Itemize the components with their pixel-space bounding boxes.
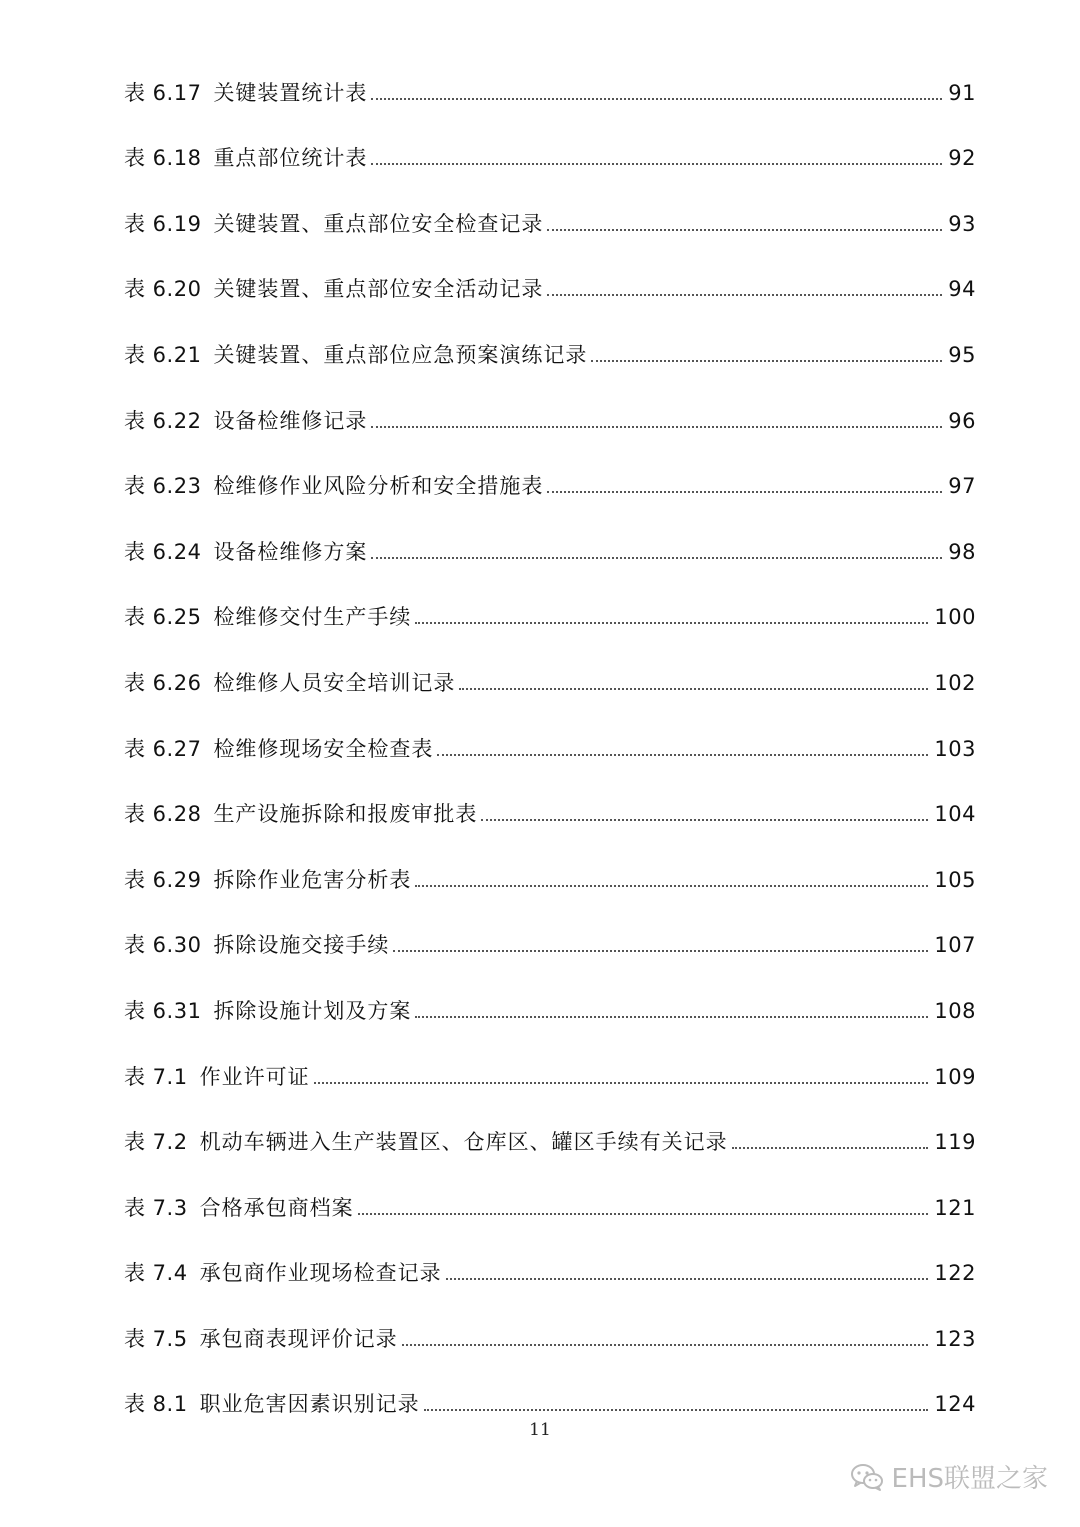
dot-leader [415,1016,928,1018]
toc-entry-title: 合格承包商档案 [199,1195,354,1220]
toc-entry-page: 94 [948,277,976,302]
toc-entry[interactable] [124,646,976,712]
toc-entry[interactable] [124,909,976,975]
toc-entry-number: 表 6.28 [124,802,202,827]
toc-entry[interactable] [124,1106,976,1172]
dot-leader [547,491,942,493]
toc-entry-number: 表 6.18 [124,146,202,171]
toc-entry[interactable] [124,1171,976,1237]
dot-leader [459,688,928,690]
toc-entry-title: 检维修现场安全检查表 [213,736,434,761]
dot-leader [358,1213,929,1215]
toc-entry-title: 关键装置、重点部位安全活动记录 [213,277,544,302]
toc-entry-number: 表 6.26 [124,670,202,695]
toc-entry-page: 103 [934,736,976,761]
dot-leader [547,229,942,231]
toc-entry-number: 表 6.19 [124,211,202,236]
toc-entry-number: 表 6.22 [124,408,202,433]
dot-leader [314,1082,929,1084]
toc-entry-page: 98 [948,539,976,564]
toc-entry-page: 122 [934,1261,976,1286]
dot-leader [437,754,928,756]
toc-entry-number: 表 6.30 [124,933,202,958]
toc-entry-number: 表 6.25 [124,605,202,630]
dot-leader [402,1344,929,1346]
dot-leader [446,1278,929,1280]
toc-entry-title: 关键装置、重点部位应急预案演练记录 [213,342,588,367]
toc-entry-number: 表 6.24 [124,539,202,564]
toc-entry[interactable] [124,843,976,909]
dot-leader [481,819,928,821]
dot-leader [424,1409,929,1411]
toc-entry-page: 108 [934,998,976,1023]
toc-entry-title: 职业危害因素识别记录 [199,1392,420,1417]
toc-entry-number: 表 6.21 [124,342,202,367]
dot-leader [371,98,942,100]
table-of-contents [124,56,976,1433]
toc-entry-number: 表 6.31 [124,998,202,1023]
toc-entry-title: 拆除设施交接手续 [213,933,390,958]
toc-entry-page: 121 [934,1195,976,1220]
toc-entry-title: 检维修交付生产手续 [213,605,412,630]
toc-entry-number: 表 7.2 [124,1130,188,1155]
toc-entry-title: 关键装置统计表 [213,80,368,105]
dot-leader [415,885,928,887]
toc-entry-page: 104 [934,802,976,827]
toc-entry-title: 关键装置、重点部位安全检查记录 [213,211,544,236]
toc-entry-page: 123 [934,1326,976,1351]
toc-entry-number: 表 6.23 [124,474,202,499]
toc-entry[interactable] [124,1040,976,1106]
toc-entry-title: 检维修人员安全培训记录 [213,670,456,695]
dot-leader [393,950,928,952]
dot-leader [371,426,942,428]
toc-entry-number: 表 7.1 [124,1064,188,1089]
toc-entry-page: 93 [948,211,976,236]
toc-entry[interactable] [124,187,976,253]
toc-entry-title: 拆除设施计划及方案 [213,998,412,1023]
toc-entry[interactable] [124,450,976,516]
toc-entry-page: 107 [934,933,976,958]
toc-entry-title: 拆除作业危害分析表 [213,867,412,892]
toc-entry[interactable] [124,581,976,647]
dot-leader [371,163,942,165]
dot-leader [591,360,942,362]
toc-entry-page: 124 [934,1392,976,1417]
dot-leader [732,1147,929,1149]
toc-entry[interactable] [124,1237,976,1303]
toc-entry[interactable] [124,712,976,778]
toc-entry[interactable] [124,318,976,384]
toc-entry-number: 表 6.20 [124,277,202,302]
toc-entry[interactable] [124,1302,976,1368]
dot-leader [371,557,942,559]
toc-entry-page: 102 [934,670,976,695]
toc-entry-title: 重点部位统计表 [213,146,368,171]
toc-entry-page: 100 [934,605,976,630]
toc-entry-page: 105 [934,867,976,892]
toc-entry[interactable] [124,384,976,450]
page-number: 11 [529,1420,551,1440]
toc-entry[interactable] [124,974,976,1040]
toc-entry-number: 表 6.27 [124,736,202,761]
toc-entry-number: 表 6.29 [124,867,202,892]
dot-leader [415,622,928,624]
watermark-text: EHS联盟之家 [891,1464,1048,1494]
toc-entry[interactable] [124,122,976,188]
toc-entry-number: 表 8.1 [124,1392,188,1417]
toc-entry-number: 表 6.17 [124,80,202,105]
toc-entry-title: 设备检维修方案 [213,539,368,564]
toc-entry[interactable] [124,778,976,844]
toc-entry-page: 91 [948,80,976,105]
toc-entry-title: 机动车辆进入生产装置区、仓库区、罐区手续有关记录 [199,1130,728,1155]
toc-entry-title: 承包商作业现场检查记录 [199,1261,442,1286]
toc-entry-page: 96 [948,408,976,433]
toc-entry-title: 生产设施拆除和报废审批表 [213,802,478,827]
toc-entry-page: 119 [934,1130,976,1155]
toc-entry-page: 109 [934,1064,976,1089]
toc-entry-title: 承包商表现评价记录 [199,1326,398,1351]
toc-entry-number: 表 7.5 [124,1326,188,1351]
wechat-icon [850,1462,884,1492]
toc-entry-title: 检维修作业风险分析和安全措施表 [213,474,544,499]
toc-entry[interactable] [124,515,976,581]
toc-entry-page: 95 [948,342,976,367]
dot-leader [547,294,942,296]
watermark [850,1458,1048,1495]
toc-entry[interactable] [124,56,976,122]
toc-entry-page: 92 [948,146,976,171]
toc-entry-title: 作业许可证 [199,1064,310,1089]
toc-entry-number: 表 7.3 [124,1195,188,1220]
toc-entry[interactable] [124,253,976,319]
toc-entry-number: 表 7.4 [124,1261,188,1286]
toc-entry-title: 设备检维修记录 [213,408,368,433]
toc-entry-page: 97 [948,474,976,499]
